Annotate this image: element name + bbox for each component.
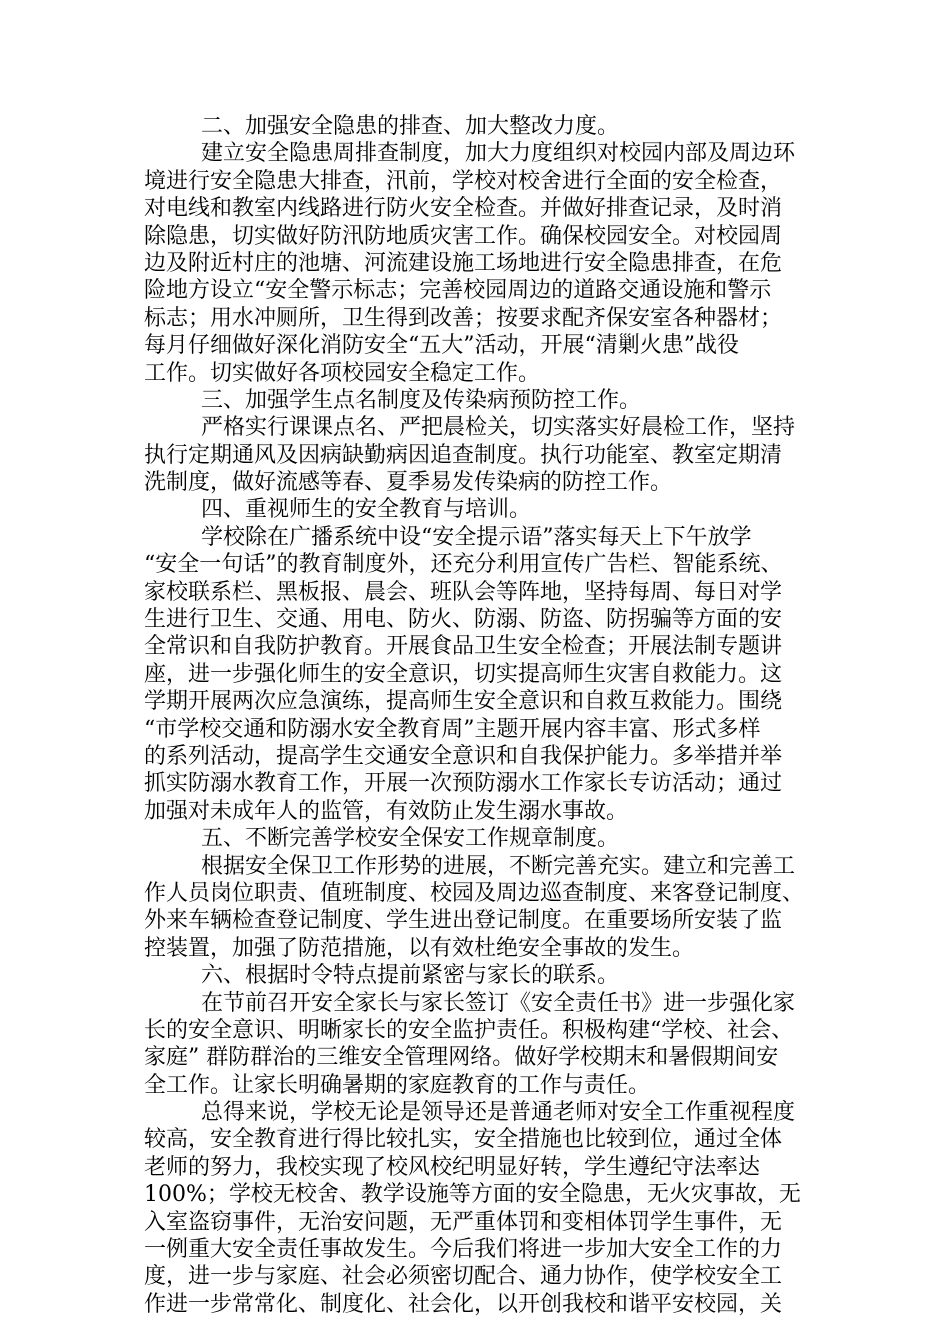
text-line: 边及附近村庄的池塘、河流建设施工场地进行安全隐患排查，在危 bbox=[144, 250, 783, 276]
text-line: 生进行卫生、交通、用电、防火、防溺、防盗、防拐骗等方面的安 bbox=[144, 607, 783, 633]
text-line: 全工作。让家长明确暑期的家庭教育的工作与责任。 bbox=[144, 1072, 651, 1098]
text-line: 在节前召开安全家长与家长签订《安全责任书》进一步强化家 bbox=[201, 990, 796, 1016]
text-line: 100%；学校无校舍、教学设施等方面的安全隐患，无火灾事故，无 bbox=[144, 1182, 801, 1208]
text-line: “市学校交通和防溺水安全教育周”主题开展内容丰富、形式多样 bbox=[144, 716, 761, 742]
text-line: 五、不断完善学校安全保安工作规章制度。 bbox=[201, 826, 620, 852]
text-line: 长的安全意识、明晰家长的安全监护责任。积极构建“学校、社会、 bbox=[144, 1017, 794, 1043]
text-line: 较高，安全教育进行得比较扎实，安全措施也比较到位，通过全体 bbox=[144, 1127, 783, 1153]
text-line: 境进行安全隐患大排查，汛前，学校对校舍进行全面的安全检查， bbox=[144, 168, 783, 194]
text-line: 每月仔细做好深化消防安全“五大”活动，开展“清剿火患”战役 bbox=[144, 333, 739, 359]
text-line: 一例重大安全责任事故发生。今后我们将进一步加大安全工作的力 bbox=[144, 1237, 783, 1263]
text-line: 学校除在广播系统中设“安全提示语”落实每天上下午放学 bbox=[201, 524, 752, 550]
text-line: 对电线和教室内线路进行防火安全检查。并做好排查记录，及时消 bbox=[144, 196, 783, 222]
text-line: 除隐患，切实做好防汛防地质灾害工作。确保校园安全。对校园周 bbox=[144, 223, 783, 249]
text-line: 根据安全保卫工作形势的进展，不断完善充实。建立和完善工 bbox=[201, 853, 796, 879]
text-line: 总得来说，学校无论是领导还是普通老师对安全工作重视程度 bbox=[201, 1100, 796, 1126]
text-line: 四、重视师生的安全教育与培训。 bbox=[201, 497, 532, 523]
document-body bbox=[144, 113, 834, 1318]
text-line: 建立安全隐患周排查制度，加大力度组织对校园内部及周边环 bbox=[201, 141, 796, 167]
text-line: 工作。切实做好各项校园安全稳定工作。 bbox=[144, 360, 541, 386]
text-line: 家庭” 群防群治的三维安全管理网络。做好学校期末和暑假期间安 bbox=[144, 1045, 779, 1071]
text-line: 严格实行课课点名、严把晨检关，切实落实好晨检工作，坚持 bbox=[201, 415, 796, 441]
text-line: “安全一句话”的教育制度外，还充分利用宣传广告栏、智能系统、 bbox=[144, 552, 783, 578]
text-line: 执行定期通风及因病缺勤病因追查制度。执行功能室、教室定期清 bbox=[144, 442, 783, 468]
text-line: 标志；用水冲厕所，卫生得到改善；按要求配齐保安室各种器材； bbox=[144, 305, 783, 331]
text-line: 六、根据时令特点提前紧密与家长的联系。 bbox=[201, 963, 620, 989]
text-line: 老师的努力，我校实现了校风校纪明显好转，学生遵纪守法率达 bbox=[144, 1154, 761, 1180]
text-line: 险地方设立“安全警示标志；完善校园周边的道路交通设施和警示 bbox=[144, 278, 772, 304]
text-line: 作人员岗位职责、值班制度、校园及周边巡查制度、来客登记制度、 bbox=[144, 880, 805, 906]
text-line: 加强对未成年人的监管，有效防止发生溺水事故。 bbox=[144, 798, 629, 824]
text-line: 抓实防溺水教育工作，开展一次预防溺水工作家长专访活动；通过 bbox=[144, 771, 783, 797]
text-line: 二、加强安全隐患的排查、加大整改力度。 bbox=[201, 114, 620, 139]
text-line: 洗制度，做好流感等春、夏季易发传染病的防控工作。 bbox=[144, 470, 673, 496]
text-line: 控装置，加强了防范措施，以有效杜绝安全事故的发生。 bbox=[144, 935, 695, 961]
text-line: 度，进一步与家庭、社会必须密切配合、通力协作，使学校安全工 bbox=[144, 1264, 783, 1290]
text-line: 入室盗窃事件，无治安问题，无严重体罚和变相体罚学生事件，无 bbox=[144, 1209, 783, 1235]
text-line: 外来车辆检查登记制度、学生进出登记制度。在重要场所安装了监 bbox=[144, 908, 783, 934]
text-line: 的系列活动，提高学生交通安全意识和自我保护能力。多举措并举 bbox=[144, 743, 783, 769]
text-line: 三、加强学生点名制度及传染病预防控工作。 bbox=[201, 387, 642, 413]
text-line: 家校联系栏、黑板报、晨会、班队会等阵地，坚持每周、每日对学 bbox=[144, 579, 783, 605]
text-line: 全常识和自我防护教育。开展食品卫生安全检查；开展法制专题讲 bbox=[144, 634, 783, 660]
text-line: 座，进一步强化师生的安全意识，切实提高师生灾害自救能力。这 bbox=[144, 661, 783, 687]
text-line: 作进一步常常化、制度化、社会化，以开创我校和谐平安校园，关 bbox=[144, 1291, 783, 1317]
text-line: 学期开展两次应急演练，提高师生安全意识和自救互救能力。围绕 bbox=[144, 689, 783, 715]
